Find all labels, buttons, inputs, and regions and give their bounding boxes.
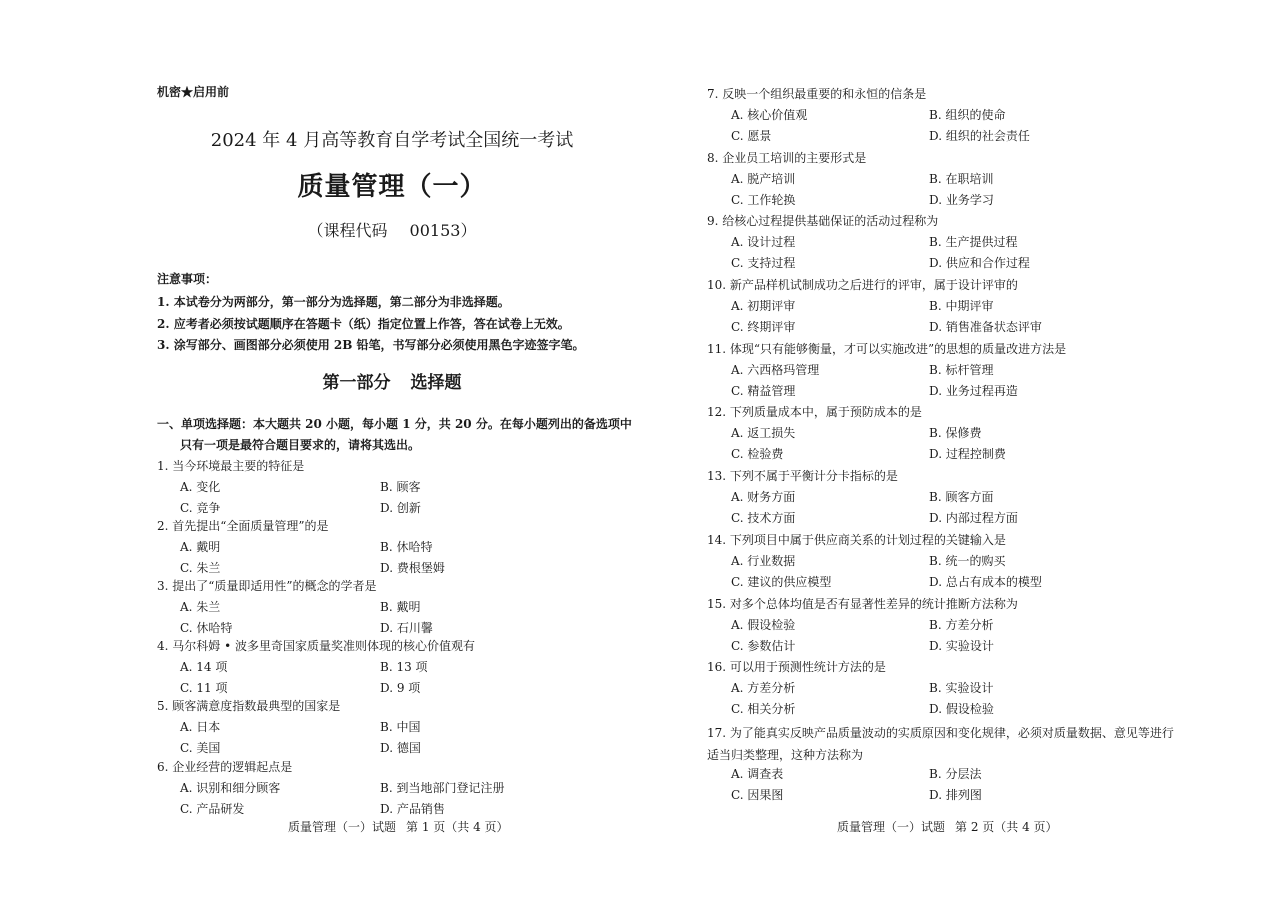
- option-d: D. 创新: [380, 501, 421, 515]
- option-b: B. 顾客方面: [929, 490, 994, 504]
- option-b: B. 保修费: [929, 426, 982, 440]
- question-stem: 12. 下列质量成本中，属于预防成本的是: [707, 405, 922, 419]
- confidential-mark: 机密★启用前: [157, 85, 230, 99]
- part-title-a: 第一部分: [322, 373, 391, 393]
- option-a: A. 识别和细分顾客: [180, 781, 281, 795]
- option-c: C. 11 项: [180, 681, 228, 695]
- option-b: B. 实验设计: [929, 681, 994, 695]
- option-a: A. 财务方面: [731, 490, 796, 504]
- part-title-b: 选择题: [410, 373, 462, 393]
- notice-item: 3. 涂写部分、画图部分必须使用 2B 铅笔，书写部分必须使用黑色字迹签字笔。: [157, 338, 585, 352]
- option-b: B. 生产提供过程: [929, 235, 1018, 249]
- option-a: A. 设计过程: [731, 235, 796, 249]
- option-c: C. 竞争: [180, 501, 221, 515]
- question-stem: 6. 企业经营的逻辑起点是: [157, 760, 293, 774]
- option-c: C. 精益管理: [731, 384, 796, 398]
- option-a: A. 朱兰: [180, 600, 221, 614]
- option-a: A. 六西格玛管理: [731, 363, 820, 377]
- option-d: D. 假设检验: [929, 702, 994, 716]
- option-b: B. 休哈特: [380, 540, 433, 554]
- option-c: C. 朱兰: [180, 561, 221, 575]
- question-stem: 4. 马尔科姆 • 波多里奇国家质量奖准则体现的核心价值观有: [157, 639, 475, 653]
- option-d: D. 业务学习: [929, 193, 994, 207]
- option-a: A. 核心价值观: [731, 108, 808, 122]
- option-d: D. 实验设计: [929, 639, 994, 653]
- option-b: B. 顾客: [380, 480, 421, 494]
- option-c: C. 支持过程: [731, 256, 796, 270]
- option-c: C. 休哈特: [180, 621, 233, 635]
- question-stem: 16. 可以用于预测性统计方法的是: [707, 660, 886, 674]
- option-c: C. 因果图: [731, 788, 784, 802]
- footer-page-number: 第 1 页（共 4 页）: [406, 820, 509, 834]
- option-b: B. 到当地部门登记注册: [380, 781, 505, 795]
- course-code-label: （课程代码: [307, 221, 388, 240]
- option-d: D. 总占有成本的模型: [929, 575, 1042, 589]
- option-b: B. 13 项: [380, 660, 428, 674]
- option-b: B. 分层法: [929, 767, 982, 781]
- option-c: C. 相关分析: [731, 702, 796, 716]
- option-b: B. 方差分析: [929, 618, 994, 632]
- question-stem: 14. 下列项目中属于供应商关系的计划过程的关键输入是: [707, 533, 1006, 547]
- option-b: B. 标杆管理: [929, 363, 994, 377]
- page-footer-2: [837, 818, 1058, 835]
- exam-page-2: [640, 0, 1280, 905]
- option-a: A. 脱产培训: [731, 172, 796, 186]
- option-d: D. 排列图: [929, 788, 982, 802]
- option-a: A. 假设检验: [731, 618, 796, 632]
- option-b: B. 组织的使命: [929, 108, 1006, 122]
- notice-item: 1. 本试卷分为两部分，第一部分为选择题，第二部分为非选择题。: [157, 295, 510, 309]
- question-stem: 10. 新产品样机试制成功之后进行的评审，属于设计评审的: [707, 278, 1018, 292]
- option-b: B. 统一的购买: [929, 554, 1006, 568]
- section-instruction: [157, 414, 637, 456]
- option-d: D. 德国: [380, 741, 421, 755]
- question-stem: 5. 顾客满意度指数最典型的国家是: [157, 699, 341, 713]
- question-stem: 2. 首先提出“全面质量管理”的是: [157, 519, 329, 533]
- option-a: A. 戴明: [180, 540, 221, 554]
- question-stem: 17. 为了能真实反映产品质量波动的实质原因和变化规律，必须对质量数据、意见等进行适当归类整理，这种方法称为: [707, 726, 1174, 762]
- option-d: D. 内部过程方面: [929, 511, 1018, 525]
- page-footer-1: [288, 818, 509, 835]
- option-d: D. 产品销售: [380, 802, 445, 816]
- course-code: [157, 218, 627, 241]
- option-a: A. 14 项: [180, 660, 228, 674]
- option-c: C. 检验费: [731, 447, 784, 461]
- option-c: C. 终期评审: [731, 320, 796, 334]
- option-d: D. 组织的社会责任: [929, 129, 1030, 143]
- option-d: D. 业务过程再造: [929, 384, 1018, 398]
- question-stem: 1. 当今环境最主要的特征是: [157, 459, 305, 473]
- question-stem: 15. 对多个总体均值是否有显著性差异的统计推断方法称为: [707, 597, 1018, 611]
- notice-item: 2. 应考者必须按试题顺序在答题卡（纸）指定位置上作答，答在试卷上无效。: [157, 317, 570, 331]
- option-b: B. 在职培训: [929, 172, 994, 186]
- course-code-value: 00153）: [409, 221, 477, 240]
- option-c: C. 美国: [180, 741, 221, 755]
- question-stem: 13. 下列不属于平衡计分卡指标的是: [707, 469, 898, 483]
- exam-title: 2024 年 4 月高等教育自学考试全国统一考试: [210, 130, 574, 151]
- notice-title: 注意事项：: [157, 272, 218, 286]
- option-c: C. 工作轮换: [731, 193, 796, 207]
- footer-page-number: 第 2 页（共 4 页）: [955, 820, 1058, 834]
- option-a: A. 方差分析: [731, 681, 796, 695]
- option-c: C. 参数估计: [731, 639, 796, 653]
- option-a: A. 调查表: [731, 767, 784, 781]
- option-c: C. 愿景: [731, 129, 772, 143]
- question-stem: 11. 体现“只有能够衡量，才可以实施改进”的思想的质量改进方法是: [707, 342, 1067, 356]
- option-b: B. 戴明: [380, 600, 421, 614]
- option-a: A. 变化: [180, 480, 221, 494]
- option-d: D. 费根堡姆: [380, 561, 445, 575]
- option-d: D. 过程控制费: [929, 447, 1006, 461]
- option-b: B. 中国: [380, 720, 421, 734]
- question-stem: 3. 提出了“质量即适用性”的概念的学者是: [157, 579, 377, 593]
- option-a: A. 初期评审: [731, 299, 796, 313]
- option-b: B. 中期评审: [929, 299, 994, 313]
- part-one-title: [157, 368, 627, 393]
- option-d: D. 石川馨: [380, 621, 433, 635]
- footer-subject: 质量管理（一）试题: [837, 820, 946, 834]
- question-stem: 9. 给核心过程提供基础保证的活动过程称为: [707, 214, 939, 228]
- option-a: A. 日本: [180, 720, 221, 734]
- option-c: C. 产品研发: [180, 802, 245, 816]
- option-a: A. 行业数据: [731, 554, 796, 568]
- subject-title: 质量管理（一）: [297, 172, 487, 202]
- question-stem: 7. 反映一个组织最重要的和永恒的信条是: [707, 87, 927, 101]
- option-d: D. 销售准备状态评审: [929, 320, 1042, 334]
- option-d: D. 供应和合作过程: [929, 256, 1030, 270]
- instruction-line-2: 只有一项是最符合题目要求的，请将其选出。: [180, 438, 421, 452]
- question-stem: 8. 企业员工培训的主要形式是: [707, 151, 867, 165]
- footer-subject: 质量管理（一）试题: [288, 820, 397, 834]
- option-d: D. 9 项: [380, 681, 421, 695]
- option-c: C. 技术方面: [731, 511, 796, 525]
- option-a: A. 返工损失: [731, 426, 796, 440]
- instruction-line-1: 一、单项选择题：本大题共 20 小题，每小题 1 分，共 20 分。在每小题列出的备选项中: [157, 417, 632, 431]
- option-c: C. 建议的供应模型: [731, 575, 832, 589]
